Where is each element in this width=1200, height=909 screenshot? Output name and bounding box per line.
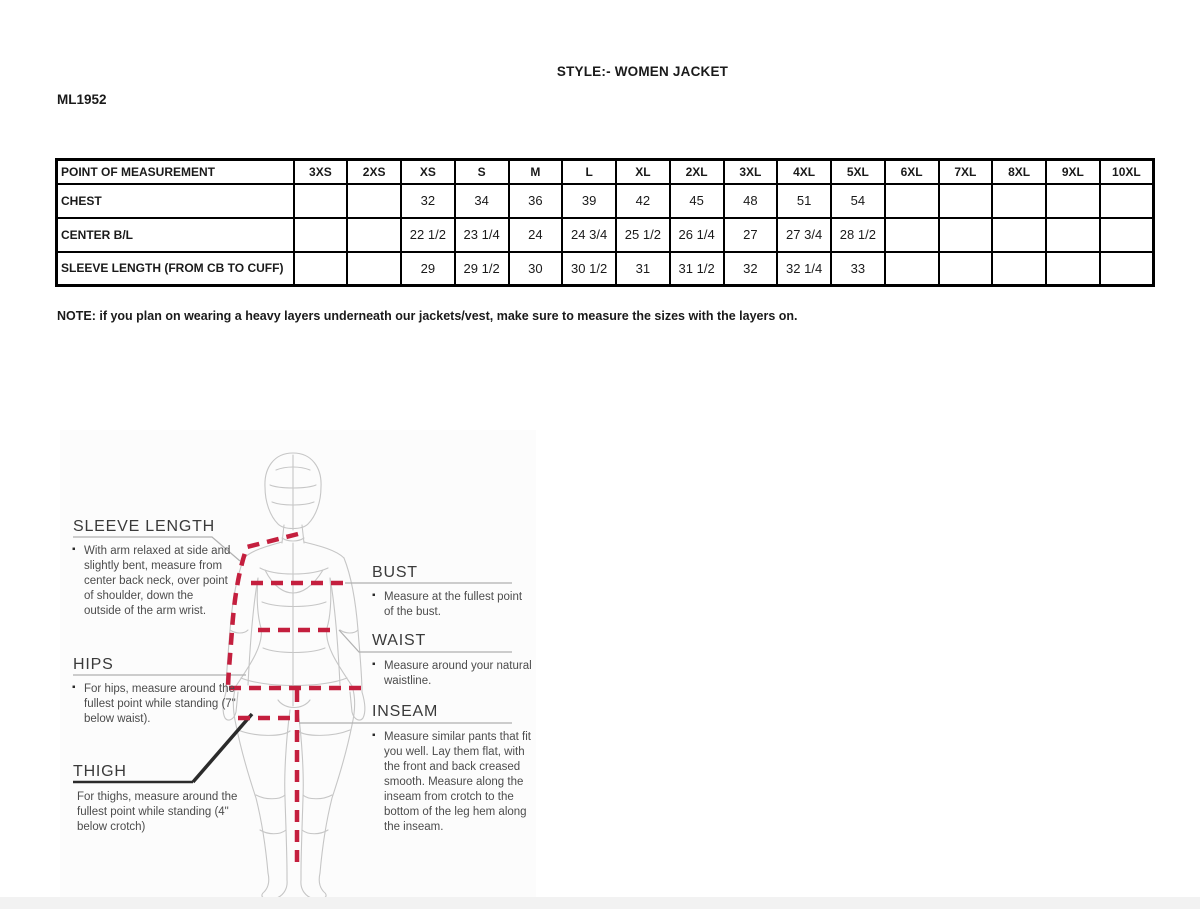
header-size-l: L	[562, 160, 616, 184]
chest-value	[1046, 184, 1100, 218]
chest-value	[347, 184, 401, 218]
sleeve-length-value: 30 1/2	[562, 252, 616, 286]
center-bl-value: 27	[724, 218, 778, 252]
chest-value: 54	[831, 184, 885, 218]
sleeve-length-value	[939, 252, 993, 286]
center-bl-value: 23 1/4	[455, 218, 509, 252]
center-bl-value	[294, 218, 348, 252]
sleeve-measure-line	[228, 534, 298, 692]
chest-value	[992, 184, 1046, 218]
row-label-chest: CHEST	[57, 184, 294, 218]
page-bottom-strip	[0, 897, 1200, 909]
thigh-heading: THIGH	[73, 763, 127, 780]
sleeve-length-value	[1100, 252, 1154, 286]
center-bl-value	[939, 218, 993, 252]
page-title: STYLE:- WOMEN JACKET	[556, 64, 729, 79]
row-label-sleeve-length: SLEEVE LENGTH (FROM CB TO CUFF)	[57, 252, 294, 286]
header-point-of-measurement: POINT OF MEASUREMENT	[57, 160, 294, 184]
center-bl-value: 25 1/2	[616, 218, 670, 252]
sleeve-length-value	[1046, 252, 1100, 286]
chest-value	[294, 184, 348, 218]
center-bl-value	[1046, 218, 1100, 252]
center-bl-value: 24	[509, 218, 563, 252]
sleeve-length-value: 29	[401, 252, 455, 286]
chest-value	[1100, 184, 1154, 218]
center-bl-value	[885, 218, 939, 252]
header-size-3xs: 3XS	[294, 160, 348, 184]
note-text: NOTE: if you plan on wearing a heavy layers underneath our jackets/vest, make sure to measure the sizes with the layers on.	[57, 309, 798, 323]
table-row-center-bl	[57, 218, 1154, 252]
sleeve-length-value	[992, 252, 1046, 286]
center-bl-value: 24 3/4	[562, 218, 616, 252]
chest-value: 42	[616, 184, 670, 218]
center-bl-value	[347, 218, 401, 252]
chest-value: 39	[562, 184, 616, 218]
size-table-header-row	[57, 160, 1154, 184]
sleeve-length-value	[885, 252, 939, 286]
sleeve-length-value	[347, 252, 401, 286]
header-size-10xl: 10XL	[1100, 160, 1154, 184]
sleeve-length-heading: SLEEVE LENGTH	[73, 518, 216, 535]
waist-heading: WAIST	[372, 632, 427, 649]
inseam-heading: INSEAM	[372, 703, 439, 720]
sleeve-length-value: 31	[616, 252, 670, 286]
chest-value: 36	[509, 184, 563, 218]
center-bl-value: 26 1/4	[670, 218, 724, 252]
hips-heading: HIPS	[73, 656, 114, 673]
chest-value: 34	[455, 184, 509, 218]
hips-description: ▪ For hips, measure around the fullest point while standing (7" below waist).	[84, 682, 242, 727]
sleeve-length-value: 30	[509, 252, 563, 286]
waist-description: ▪ Measure around your natural waistline.	[384, 659, 534, 689]
bust-description: ▪ Measure at the fullest point of the bust.	[384, 590, 534, 620]
row-label-center-bl: CENTER B/L	[57, 218, 294, 252]
chest-value: 51	[777, 184, 831, 218]
inseam-description: ▪ Measure similar pants that fit you well. Lay them flat, with the front and back creased smooth. Measure along the inseam from crotch to the bottom of the leg hem along the inseam.	[384, 730, 542, 835]
size-table	[55, 158, 1155, 287]
header-size-7xl: 7XL	[939, 160, 993, 184]
chest-value	[885, 184, 939, 218]
measurement-guide	[60, 430, 536, 909]
header-size-2xl: 2XL	[670, 160, 724, 184]
header-size-3xl: 3XL	[724, 160, 778, 184]
sleeve-length-value	[294, 252, 348, 286]
header-size-2xs: 2XS	[347, 160, 401, 184]
header-size-6xl: 6XL	[885, 160, 939, 184]
chest-value: 48	[724, 184, 778, 218]
chest-value: 32	[401, 184, 455, 218]
sleeve-length-value: 32	[724, 252, 778, 286]
table-row-sleeve-length	[57, 252, 1154, 286]
header-size-xl: XL	[616, 160, 670, 184]
center-bl-value: 27 3/4	[777, 218, 831, 252]
header-size-4xl: 4XL	[777, 160, 831, 184]
thigh-description: For thighs, measure around the fullest point while standing (4" below crotch)	[77, 791, 238, 833]
sleeve-length-value: 33	[831, 252, 885, 286]
chest-value	[939, 184, 993, 218]
sleeve-length-value: 32 1/4	[777, 252, 831, 286]
sleeve-length-value: 29 1/2	[455, 252, 509, 286]
style-code: ML1952	[57, 92, 107, 107]
center-bl-value: 28 1/2	[831, 218, 885, 252]
header-size-s: S	[455, 160, 509, 184]
header-size-xs: XS	[401, 160, 455, 184]
table-row-chest	[57, 184, 1154, 218]
header-size-5xl: 5XL	[831, 160, 885, 184]
sleeve-length-description: ▪ With arm relaxed at side and slightly bent, measure from center back neck, over point of shoulder, down the outside of the arm wrist.	[84, 544, 232, 619]
chest-value: 45	[670, 184, 724, 218]
sleeve-length-value: 31 1/2	[670, 252, 724, 286]
center-bl-value: 22 1/2	[401, 218, 455, 252]
header-size-9xl: 9XL	[1046, 160, 1100, 184]
header-size-m: M	[509, 160, 563, 184]
header-size-8xl: 8XL	[992, 160, 1046, 184]
center-bl-value	[992, 218, 1046, 252]
center-bl-value	[1100, 218, 1154, 252]
bust-heading: BUST	[372, 564, 418, 581]
